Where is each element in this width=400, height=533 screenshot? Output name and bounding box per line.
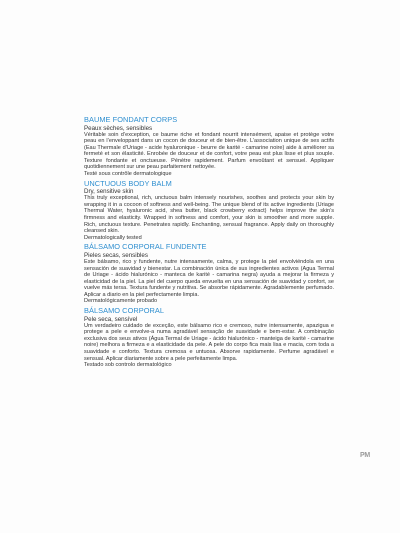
product-text-block: [84, 116, 334, 371]
section-heading: UNCTUOUS BODY BALM: [84, 178, 172, 188]
section-heading: BÁLSAMO CORPORAL FUNDENTE: [84, 242, 207, 252]
section-body: Este bálsamo, rico y fundente, nutre intensamente, calma, y protege la piel envolviéndola en una sensación de suavidad y bienestar. La combinación única de sus ingredientes activos (Agua Termal de Uriage - ácido hialurónico - manteca de karité - camarina negra) ayuda a mejorar la firmeza y elasticidad de la piel. La piel del cuerpo queda envuelta en una sensación de suavidad y confort, se vuelve más tersa. Textura fundente y nutritiva. Se absorbe rápidamente. Agradablemente perfumado. Aplicar a diario en la piel perfectamente limpia.: [84, 259, 334, 298]
section-footer: Testé sous contrôle dermatologique: [84, 170, 172, 177]
section-subtitle: Pele seca, sensível: [84, 315, 138, 323]
section-heading: BÁLSAMO CORPORAL: [84, 306, 165, 316]
section-subtitle: Peaux sèches, sensibles: [84, 124, 153, 132]
section-body: Um verdadeiro cuidado de exceção, este bálsamo rico e cremoso, nutre intensamente, apaziguа e protege a pele e envolve-a numa agradável sensação de suavidade e bem-estar. A combinação exclusiva dos seus ativos (Água Termal de Uriage - ácido hialurónico - manteiga de karité - camarine noire) melhora a firmeza e a elasticidade da pele. A pele do corpo fica mais lisa e macia, com toda a suavidade e conforto. Textura cremosa e untuosa. Absorve rapidamente. Perfume agradável e sensual. Aplicar diariamente sobre a pele perfeitamente limpa.: [84, 322, 334, 362]
section-footer: Dermatológicamente probado: [84, 298, 158, 305]
section-portuguese: [84, 307, 334, 369]
section-footer: Testado sob controlo dermatológico: [84, 362, 172, 369]
section-subtitle: Pieles secas, sensibles: [84, 252, 148, 259]
section-body: Véritable soin d’exception, ce baume riche et fondant nourrit intensément, apaise et protège votre peau en l’enveloppant dans un cocon de douceur et de bien-être. L’association unique de ses actifs (Eau Thermale d’Uriage - acide hyaluronique - beurre de karité - camarine noire) aide à améliorer sa fermeté et son élasticité. Enrobée de douceur et de confort, votre peau est plus lisse et plus souple. Texture fondante et onctueuse. Pénètre rapidement. Parfum envoûtant et sensuel. Appliquer quotidiennement sur une peau parfaitement nettoyée.: [84, 131, 334, 171]
section-subtitle: Dry, sensitive skin: [84, 188, 134, 196]
section-english: [84, 180, 334, 242]
section-footer: Dermatologically tested: [84, 234, 142, 241]
section-heading: BAUME FONDANT CORPS: [84, 115, 178, 124]
brand-logo-mark: PM: [360, 452, 370, 459]
section-spanish: [84, 243, 334, 305]
section-body: This truly exceptional, rich, unctuous balm intensely nourishes, soothes and protects your skin by wrapping it in a cocoon of softness and well-being. The unique blend of its active ingredients (Uriage Thermal Water, hyaluronic acid, shea butter, black crowberry extract) helps improve the skin’s firmness and elasticity. Wrapped in softness and comfort, your skin is smoother and more supple. Rich, unctuous texture. Penetrates rapidly. Enchanting, sensual fragrance. Apply daily on thoroughly cleansed skin.: [84, 195, 334, 235]
section-french: [84, 116, 334, 178]
